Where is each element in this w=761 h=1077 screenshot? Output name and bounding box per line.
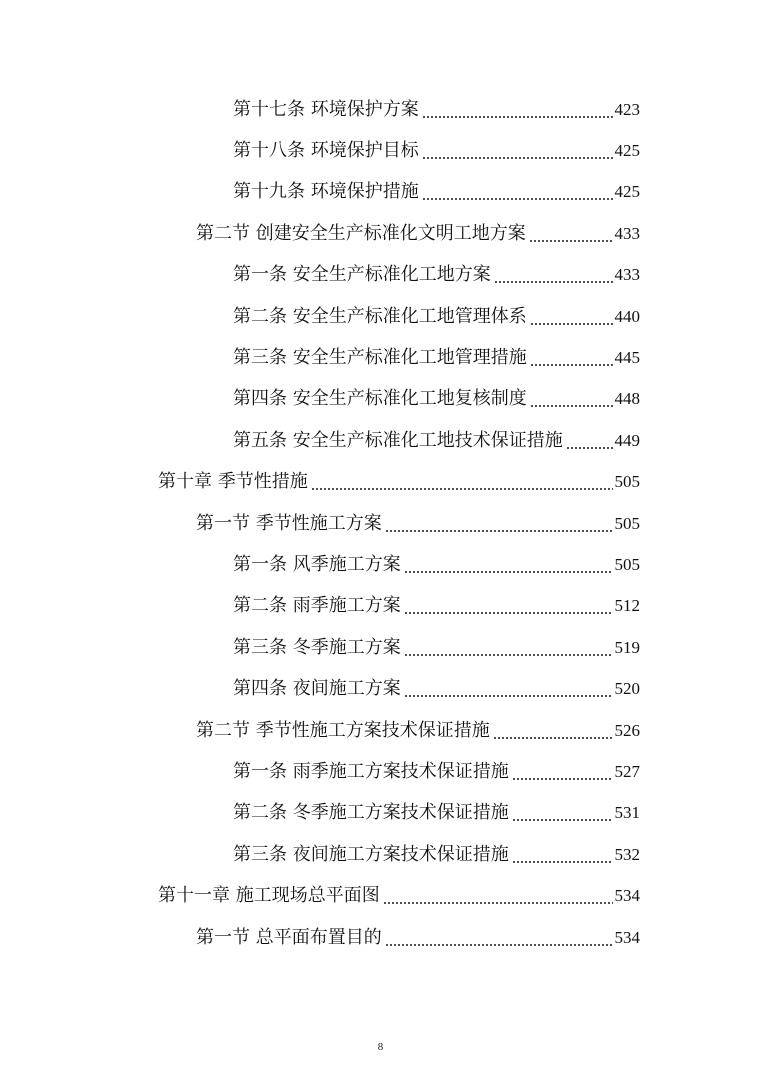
toc-entry-title: 第十八条 环境保护目标 (233, 140, 419, 162)
toc-entry-page: 425 (614, 141, 640, 161)
toc-entry[interactable] (0, 420, 761, 461)
toc-entry-title: 第十章 季节性措施 (158, 471, 308, 493)
toc-entry-page: 505 (614, 513, 640, 533)
toc-entry-page: 519 (614, 637, 640, 657)
toc-entry-title: 第十九条 环境保护措施 (233, 181, 419, 203)
toc-entry[interactable] (0, 751, 761, 792)
toc-entry-page: 423 (614, 99, 640, 119)
toc-entry[interactable] (0, 337, 761, 378)
toc-entry-page: 425 (614, 182, 640, 202)
toc-entry-title: 第二条 冬季施工方案技术保证措施 (233, 802, 509, 824)
toc-entry[interactable] (0, 917, 761, 958)
toc-dot-leader (530, 364, 613, 366)
toc-entry-page: 534 (614, 927, 640, 947)
toc-entry-title: 第二条 安全生产标准化工地管理体系 (233, 305, 527, 327)
toc-entry-title: 第一节 季节性施工方案 (196, 512, 382, 534)
toc-dot-leader (512, 861, 613, 863)
toc-entry[interactable] (0, 89, 761, 130)
toc-entry-title: 第三条 安全生产标准化工地管理措施 (233, 347, 527, 369)
toc-entry-title: 第十一章 施工现场总平面图 (158, 885, 380, 907)
toc-entry-page: 526 (614, 720, 640, 740)
toc-entry-page: 520 (614, 679, 640, 699)
toc-entry[interactable] (0, 627, 761, 668)
toc-entry-page: 433 (614, 223, 640, 243)
toc-entry-title: 第五条 安全生产标准化工地技术保证措施 (233, 429, 563, 451)
toc-entry-title: 第四条 安全生产标准化工地复核制度 (233, 388, 527, 410)
toc-dot-leader (385, 944, 613, 946)
toc-dot-leader (530, 323, 613, 325)
toc-dot-leader (494, 281, 613, 283)
toc-dot-leader (404, 654, 613, 656)
toc-dot-leader (311, 488, 613, 490)
toc-dot-leader (493, 737, 613, 739)
toc-dot-leader (383, 902, 613, 904)
toc-entry-page: 448 (614, 389, 640, 409)
toc-entry-page: 534 (614, 886, 640, 906)
toc-entry[interactable] (0, 503, 761, 544)
toc-entry[interactable] (0, 710, 761, 751)
toc-entry[interactable] (0, 586, 761, 627)
toc-entry[interactable] (0, 379, 761, 420)
toc-dot-leader (529, 240, 613, 242)
toc-entry[interactable] (0, 172, 761, 213)
toc-dot-leader (566, 447, 613, 449)
toc-entry-page: 532 (614, 844, 640, 864)
toc-entry[interactable] (0, 213, 761, 254)
toc-entry-title: 第一节 总平面布置目的 (196, 926, 382, 948)
toc-dot-leader (404, 571, 613, 573)
toc-dot-leader (512, 778, 613, 780)
toc-entry[interactable] (0, 130, 761, 171)
toc-dot-leader (404, 612, 613, 614)
toc-entry[interactable] (0, 875, 761, 916)
toc-dot-leader (422, 116, 613, 118)
page-number: 8 (377, 1041, 384, 1053)
toc-entry[interactable] (0, 668, 761, 709)
toc-entry-title: 第二条 雨季施工方案 (233, 595, 401, 617)
toc-entry[interactable] (0, 296, 761, 337)
toc-entry-page: 531 (614, 803, 640, 823)
toc-entry[interactable] (0, 834, 761, 875)
toc-entry-page: 449 (614, 430, 640, 450)
toc-entry-page: 440 (614, 306, 640, 326)
toc-entry-title: 第一条 雨季施工方案技术保证措施 (233, 760, 509, 782)
toc-dot-leader (422, 157, 613, 159)
toc-entry-title: 第十七条 环境保护方案 (233, 98, 419, 120)
toc-entry-title: 第二节 季节性施工方案技术保证措施 (196, 719, 490, 741)
toc-entry-page: 445 (614, 348, 640, 368)
toc-entry-page: 433 (614, 265, 640, 285)
toc-entry-page: 505 (614, 472, 640, 492)
toc-entry-title: 第一条 安全生产标准化工地方案 (233, 264, 491, 286)
toc-entry[interactable] (0, 462, 761, 503)
toc-entry-title: 第四条 夜间施工方案 (233, 678, 401, 700)
toc-entry-title: 第三条 冬季施工方案 (233, 636, 401, 658)
toc-dot-leader (385, 530, 613, 532)
toc-entry-title: 第三条 夜间施工方案技术保证措施 (233, 843, 509, 865)
toc-dot-leader (512, 819, 613, 821)
toc-dot-leader (422, 198, 613, 200)
toc-dot-leader (404, 695, 613, 697)
toc-entry-page: 512 (614, 596, 640, 616)
toc-entry-page: 505 (614, 554, 640, 574)
toc-entry-title: 第一条 风季施工方案 (233, 553, 401, 575)
toc-entry[interactable] (0, 544, 761, 585)
toc-entry-page: 527 (614, 761, 640, 781)
toc-entry[interactable] (0, 793, 761, 834)
toc-entry-title: 第二节 创建安全生产标准化文明工地方案 (196, 222, 526, 244)
toc-dot-leader (530, 405, 613, 407)
table-of-contents (0, 89, 761, 958)
toc-entry[interactable] (0, 255, 761, 296)
